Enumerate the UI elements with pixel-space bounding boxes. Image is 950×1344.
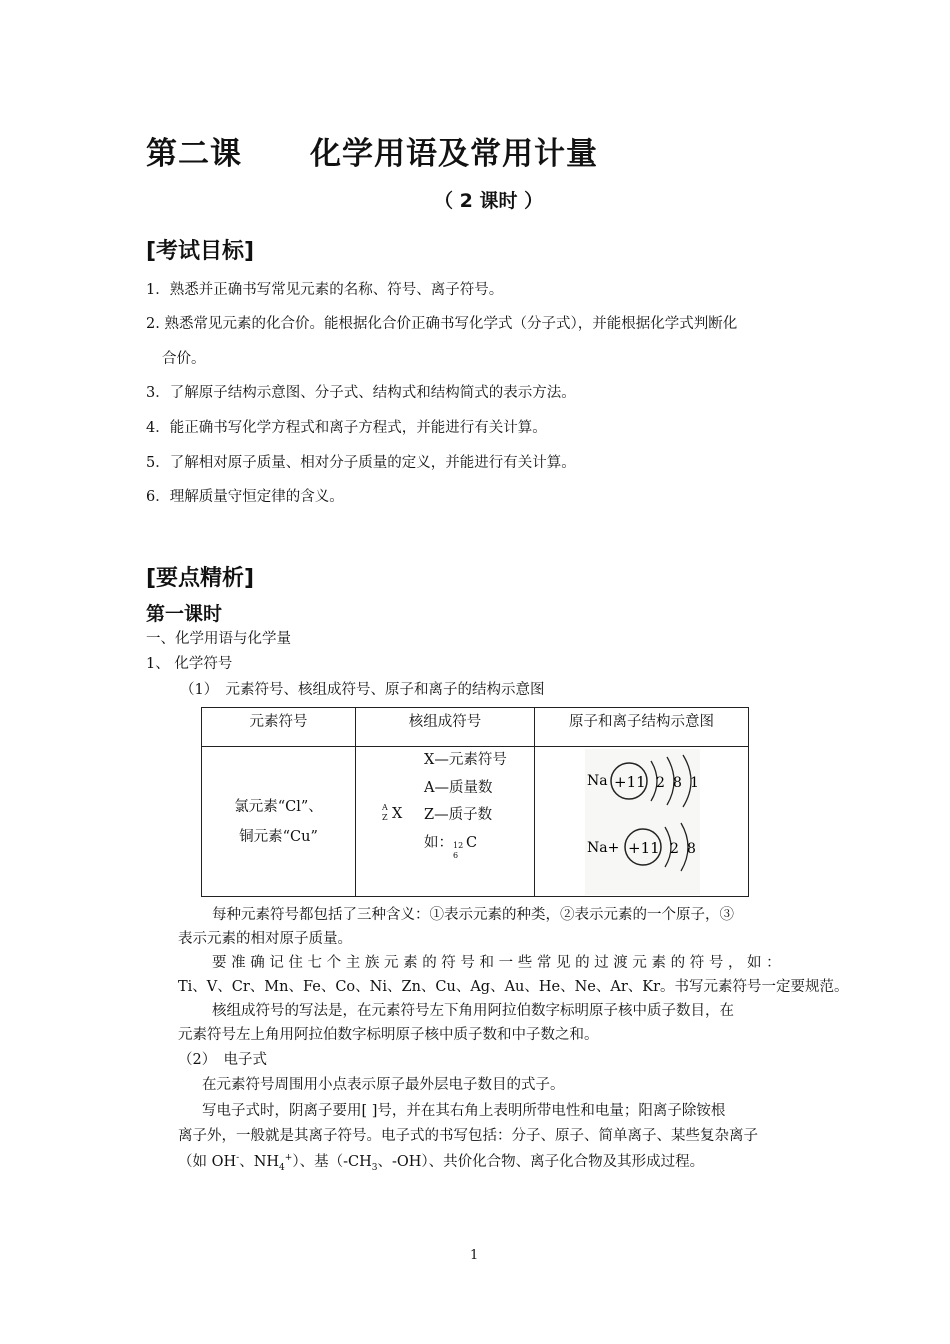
shell-count: 2 — [656, 775, 665, 791]
legend-line: X—元素符号 — [424, 752, 507, 768]
atom-symbol: Na — [587, 773, 608, 789]
goal-item: 合价。 — [162, 351, 206, 367]
legend-line: Z—质子数 — [424, 807, 493, 823]
shell-count: 8 — [673, 775, 682, 791]
mass-number: A — [382, 803, 388, 812]
nucleus-charge: +11 — [628, 839, 660, 857]
goals-heading: [考试目标] — [146, 239, 255, 264]
paragraph-line: 要 准 确 记 住 七 个 主 族 元 素 的 符 号 和 一 些 常 见 的 过 渡 元 素 的 符 号 ， 如 ： — [212, 955, 781, 971]
example-nuclide: 12 6 — [453, 840, 464, 860]
title-part2: 化学用语及常用计量 — [310, 136, 598, 172]
goal-item: 3．了解原子结构示意图、分子式、结构式和结构简式的表示方法。 — [146, 385, 576, 401]
shell-count: 8 — [687, 841, 696, 857]
paragraph-line: 核组成符号的写法是，在元素符号左下角用阿拉伯数字标明原子核中质子数目，在 — [212, 1003, 734, 1019]
page-number: 1 — [470, 1248, 479, 1263]
table-cell — [356, 747, 535, 897]
paragraph-line: 离子外，一般就是其离子符号。电子式的书写包括：分子、原子、简单离子、某些复杂离子 — [178, 1128, 758, 1144]
atomic-number: Z — [382, 813, 388, 822]
table-header-cell: 原子和离子结构示意图 — [535, 708, 749, 747]
atom-structure-diagram — [585, 749, 700, 895]
table-header-cell: 元素符号 — [202, 708, 356, 747]
ion-symbol: Na+ — [587, 840, 620, 856]
lesson-heading: 第一课时 — [146, 603, 223, 625]
goal-item: 4．能正确书写化学方程式和离子方程式，并能进行有关计算。 — [146, 420, 547, 436]
goal-item: 1．熟悉并正确书写常见元素的名称、符号、离子符号。 — [146, 282, 504, 298]
nuclide-symbol — [382, 805, 402, 823]
paragraph-line: Ti、V、Cr、Mn、Fe、Co、Ni、Zn、Cu、Ag、Au、He、Ne、Ar、Kr。书写元素符号一定要规范。 — [178, 979, 849, 995]
goal-item: 5．了解相对原子质量、相对分子质量的定义，并能进行有关计算。 — [146, 455, 576, 471]
structure-diagram-image — [585, 749, 700, 895]
paragraph-line: 每种元素符号都包括了三种含义：①表示元素的种类，②表示元素的一个原子，③ — [212, 907, 734, 923]
page-title — [146, 128, 598, 173]
subheading: 一、化学用语与化学量 — [146, 631, 291, 647]
points-heading: [要点精析] — [146, 566, 255, 591]
title-part1: 第二课 — [146, 136, 242, 172]
table-header-row — [202, 708, 749, 747]
goal-item: 6．理解质量守恒定律的含义。 — [146, 489, 344, 505]
table-cell — [535, 747, 749, 897]
subheading: （1） 元素符号、核组成符号、原子和离子的结构示意图 — [180, 682, 545, 698]
subheading: 1、 化学符号 — [146, 656, 233, 672]
paragraph-line: 写电子式时，阴离子要用[ ]号，并在其右角上表明所带电性和电量；阳离子除铵根 — [202, 1103, 726, 1119]
table-header-cell: 核组成符号 — [356, 708, 535, 747]
table-row — [202, 747, 749, 897]
element-example: 氯元素“Cl”、 — [234, 798, 323, 815]
shell-count: 2 — [670, 841, 679, 857]
page-subtitle: （ 2 课时 ） — [434, 190, 544, 212]
legend-line: 如： 12 6 C — [424, 834, 478, 860]
goal-item: 2. 熟悉常见元素的化合价。能根据化合价正确书写化学式（分子式），并能根据化学式判断化 — [146, 316, 738, 332]
symbols-table — [201, 707, 749, 897]
paragraph-line: 元素符号左上角用阿拉伯数字标明原子核中质子数和中子数之和。 — [178, 1027, 599, 1043]
table-cell — [202, 747, 356, 897]
subheading: （2） 电子式 — [178, 1052, 267, 1068]
element-example: 铜元素“Cu” — [239, 828, 318, 845]
nucleus-charge: +11 — [614, 773, 646, 791]
paragraph-line: 在元素符号周围用小点表示原子最外层电子数目的式子。 — [202, 1077, 565, 1093]
legend-line: A—质量数 — [424, 779, 493, 796]
paragraph-line: （如 OH-、$NH_4^+$）、基（$-CH_3$、-OH）、共价化合物、离子化合物及其形成过程。 — [178, 1153, 705, 1173]
shell-count: 1 — [690, 775, 699, 791]
element-letter: X — [392, 806, 403, 822]
paragraph-line: 表示元素的相对原子质量。 — [178, 931, 352, 947]
